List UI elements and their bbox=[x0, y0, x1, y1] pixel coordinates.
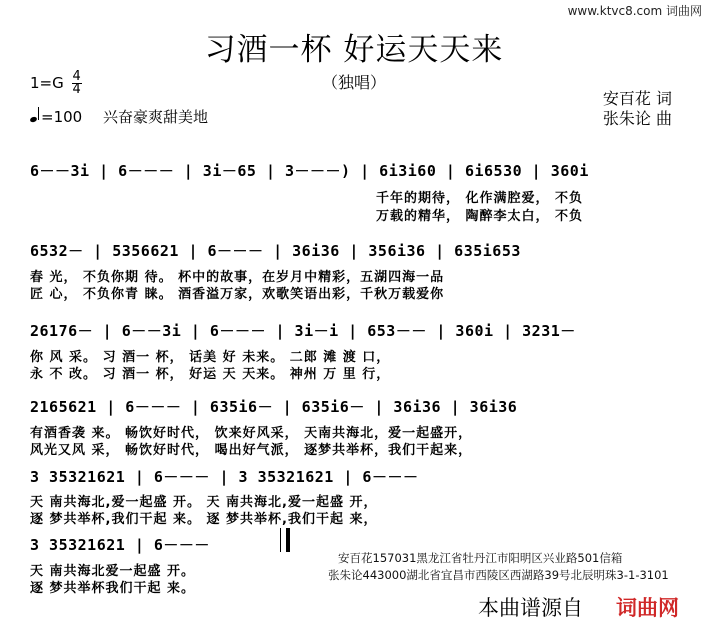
key-label: 1=G bbox=[30, 74, 64, 92]
tempo-value: =100 bbox=[41, 108, 83, 126]
lyric-line: 逐 梦共举杯我们干起 来。 bbox=[30, 581, 196, 596]
lyric-line: 千年的期待， 化作满腔爱， 不负 bbox=[376, 191, 584, 206]
lyric-line: 天 南共海北,爱一起盛 开。 天 南共海北,爱一起盛 开， bbox=[30, 495, 378, 510]
notation-line: 3 35321621 | 6－－－ | 3 35321621 | 6－－－ bbox=[30, 468, 419, 486]
lyric-line: 春 光， 不负你期 待。 杯中的故事，在岁月中精彩，五湖四海一品 bbox=[30, 270, 445, 285]
quarter-note-icon bbox=[29, 116, 37, 123]
lyric-line: 逐 梦共举杯,我们干起 来。 逐 梦共举杯,我们干起 来， bbox=[30, 512, 378, 527]
time-signature-bottom: 4 bbox=[72, 82, 81, 97]
notation-line: 26176－ | 6－－3i | 6－－－ | 3i－i | 653－－ | 360i | 3231－ bbox=[30, 322, 576, 340]
key-signature bbox=[30, 71, 82, 96]
site-watermark: www.ktvc8.com 词曲网 bbox=[567, 4, 702, 18]
time-signature-top: 4 bbox=[72, 69, 81, 84]
final-barline-thin bbox=[280, 528, 281, 552]
lyric-line: 有酒香袭 来。 畅饮好时代， 饮来好风采， 天南共海北，爱一起盛开， bbox=[30, 426, 473, 441]
lyricist-credit: 安百花 词 bbox=[602, 89, 672, 108]
notation-line: 6532－ | 5356621 | 6－－－ | 36i36 | 356i36 | 635i653 bbox=[30, 242, 521, 260]
composer-credit: 张朱论 曲 bbox=[602, 109, 672, 128]
lyric-line: 万载的精华， 陶醉李太白， 不负 bbox=[376, 209, 584, 224]
lyric-line: 风光又风 采， 畅饮好时代， 喝出好气派， 逐梦共举杯，我们干起来， bbox=[30, 443, 473, 458]
lyric-line: 你 风 采。 习 酒一 杯， 话美 好 未来。 二郎 滩 渡 口， bbox=[30, 350, 391, 365]
lyric-line: 匠 心， 不负你青 睐。 酒香溢万家，欢歌笑语出彩，千秋万载爱你 bbox=[30, 287, 445, 302]
lyric-line: 永 不 改。 习 酒一 杯， 好运 天 天来。 神州 万 里 行， bbox=[30, 367, 391, 382]
source-label: 本曲谱源自 bbox=[478, 596, 583, 620]
site-logo[interactable]: 词曲网 bbox=[616, 596, 679, 620]
notation-line: 6－－3i | 6－－－ | 3i－65 | 3－－－) | 6i3i60 | 6i6530 | 360i bbox=[30, 162, 589, 180]
song-title: 习酒一杯 好运天天来 bbox=[204, 32, 504, 68]
contact-lyricist: 安百花157031黑龙江省牡丹江市阳明区兴业路501信箱 bbox=[338, 551, 623, 565]
notation-line: 2165621 | 6－－－ | 635i6－ | 635i6－ | 36i36 | 36i36 bbox=[30, 398, 518, 416]
notation-line: 3 35321621 | 6－－－ bbox=[30, 536, 210, 554]
expression-marking: 兴奋豪爽甜美地 bbox=[102, 108, 208, 126]
song-subtitle: （独唱） bbox=[321, 73, 386, 92]
contact-composer: 张朱论443000湖北省宜昌市西陵区西湖路39号北辰明珠3-1-3101 bbox=[328, 568, 669, 582]
time-signature bbox=[72, 71, 82, 96]
final-barline bbox=[286, 528, 290, 552]
lyric-line: 天 南共海北爱一起盛 开。 bbox=[30, 564, 196, 579]
tempo-marking bbox=[30, 106, 208, 127]
